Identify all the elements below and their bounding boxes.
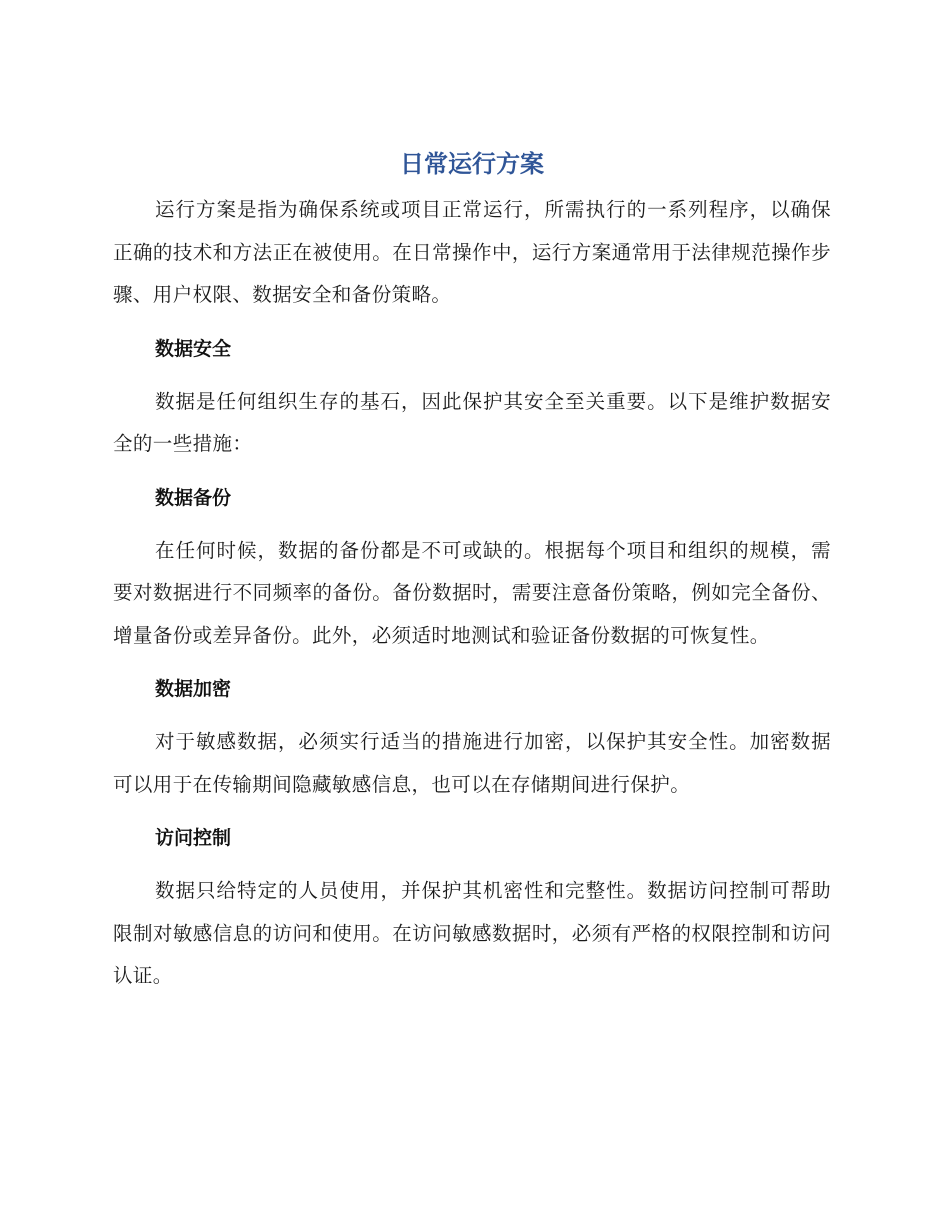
document-title: 日常运行方案 [400, 150, 544, 178]
intro-paragraph: 运行方案是指为确保系统或项目正常运行，所需执行的一系列程序，以确保正确的技术和方法正在被使用。在日常操作中，运行方案通常用于法律规范操作步骤、用户权限、数据安全和备份策略。 [113, 198, 831, 306]
section-heading-data-backup: 数据备份 [155, 486, 232, 509]
section-heading-data-security: 数据安全 [155, 337, 232, 360]
section-body-access-control: 数据只给特定的人员使用，并保护其机密性和完整性。数据访问控制可帮助限制对敏感信息的访问和使用。在访问敏感数据时，必须有严格的权限控制和访问认证。 [113, 879, 831, 987]
section-body-data-backup: 在任何时候，数据的备份都是不可或缺的。根据每个项目和组织的规模，需要对数据进行不同频率的备份。备份数据时，需要注意备份策略，例如完全备份、增量备份或差异备份。此外，必须适时地测试和验证备份数据的可恢复性。 [113, 538, 831, 647]
section-heading-data-encryption: 数据加密 [155, 678, 232, 700]
section-heading-access-control: 访问控制 [155, 827, 232, 849]
section-body-data-encryption: 对于敏感数据，必须实行适当的措施进行加密，以保护其安全性。加密数据可以用于在传输期间隐藏敏感信息，也可以在存储期间进行保护。 [113, 730, 831, 796]
section-body-data-security: 数据是任何组织生存的基石，因此保护其安全至关重要。以下是维护数据安全的一些措施： [113, 389, 831, 455]
document-page [113, 145, 831, 998]
